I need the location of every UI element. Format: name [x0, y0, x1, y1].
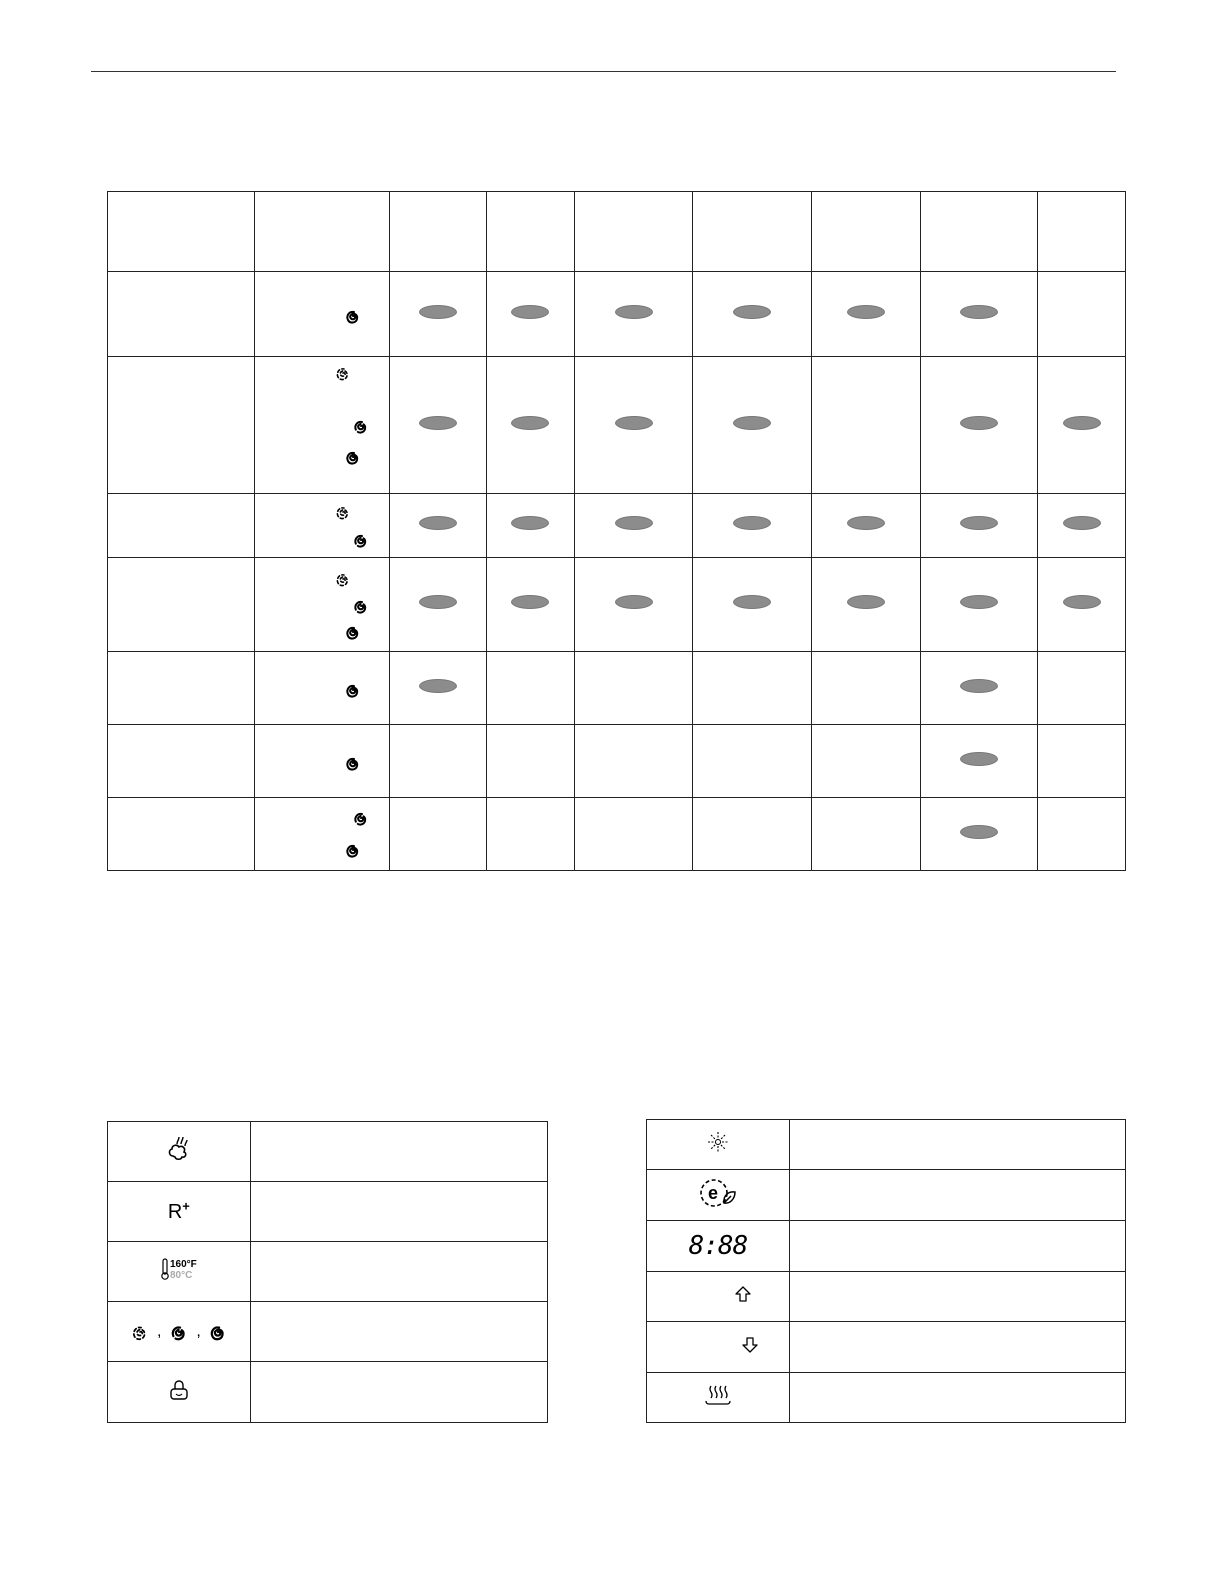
table-row — [108, 725, 1126, 798]
legend-row — [647, 1170, 1126, 1221]
legend-row — [647, 1221, 1126, 1272]
legend-row — [108, 1302, 548, 1362]
option-cell — [921, 652, 1038, 725]
legend-icon-cell — [647, 1272, 790, 1322]
arrow-up-icon — [733, 1284, 753, 1304]
option-available-dot — [511, 516, 549, 530]
legend-description — [250, 1362, 547, 1423]
option-cell — [812, 558, 921, 652]
header-cell — [1038, 192, 1126, 272]
soil-strong-icon — [343, 753, 363, 773]
option-available-dot — [419, 416, 457, 430]
header-cell — [921, 192, 1038, 272]
cycle-option-table — [107, 191, 1126, 871]
option-available-dot — [1063, 416, 1101, 430]
legend-icon-cell — [647, 1221, 790, 1272]
soil-medium-icon — [351, 808, 371, 828]
option-cell — [575, 357, 693, 494]
legend-icon-cell — [108, 1242, 251, 1302]
soil-strong-icon — [343, 622, 363, 642]
option-cell — [1038, 558, 1126, 652]
option-available-dot — [733, 416, 771, 430]
option-cell — [1038, 798, 1126, 871]
legend-icon-cell — [108, 1182, 251, 1242]
soil-strong-icon — [207, 1321, 229, 1343]
option-cell — [1038, 725, 1126, 798]
soil-light-icon — [129, 1321, 151, 1343]
soil-icons-cell — [254, 494, 389, 558]
legend-description — [789, 1221, 1125, 1272]
table-row — [108, 652, 1126, 725]
legend-icon-cell: , , — [108, 1302, 251, 1362]
option-cell — [389, 798, 486, 871]
legend-description — [250, 1302, 547, 1362]
legend-description — [250, 1182, 547, 1242]
option-cell — [389, 357, 486, 494]
option-cell — [693, 494, 812, 558]
option-cell — [921, 558, 1038, 652]
legend-icon-cell — [108, 1122, 251, 1182]
option-cell — [693, 558, 812, 652]
option-cell — [921, 357, 1038, 494]
legend-row — [108, 1182, 548, 1242]
soil-medium-icon — [351, 596, 371, 616]
option-cell — [389, 494, 486, 558]
option-cell — [486, 725, 575, 798]
option-cell — [812, 725, 921, 798]
cycle-label — [108, 725, 255, 798]
option-cell — [389, 558, 486, 652]
option-cell — [1038, 357, 1126, 494]
option-available-dot — [511, 416, 549, 430]
option-cell — [486, 494, 575, 558]
steam-icon — [165, 1134, 193, 1164]
option-cell — [812, 652, 921, 725]
legend-row — [108, 1362, 548, 1423]
header-cell — [389, 192, 486, 272]
legend-row — [108, 1242, 548, 1302]
soil-icons-cell — [254, 798, 389, 871]
legend-description — [789, 1272, 1125, 1322]
sparkle-icon — [706, 1130, 730, 1154]
soil-icons-cell — [254, 652, 389, 725]
option-available-dot — [960, 679, 998, 693]
header-cell — [108, 192, 255, 272]
option-cell — [575, 494, 693, 558]
eco-icon — [698, 1176, 738, 1210]
option-cell — [1038, 272, 1126, 357]
option-available-dot — [960, 416, 998, 430]
option-cell — [389, 272, 486, 357]
temp-c-label: 80°C — [169, 1270, 193, 1281]
option-available-dot — [1063, 595, 1101, 609]
legend-icon-cell — [647, 1373, 790, 1423]
cycle-label — [108, 652, 255, 725]
option-available-dot — [1063, 516, 1101, 530]
option-cell — [693, 272, 812, 357]
option-available-dot — [733, 516, 771, 530]
option-cell — [486, 558, 575, 652]
option-available-dot — [615, 305, 653, 319]
arrow-down-icon — [740, 1335, 760, 1355]
soil-strong-icon — [343, 447, 363, 467]
option-cell — [693, 798, 812, 871]
header-rule — [91, 71, 1116, 72]
option-available-dot — [733, 595, 771, 609]
option-available-dot — [419, 679, 457, 693]
option-available-dot — [733, 305, 771, 319]
soil-light-icon — [333, 502, 353, 522]
option-available-dot — [511, 595, 549, 609]
legend-row — [647, 1120, 1126, 1170]
temp-f-label: 160°F — [169, 1259, 197, 1270]
option-cell — [921, 725, 1038, 798]
legend-row — [647, 1322, 1126, 1373]
option-cell — [486, 652, 575, 725]
option-available-dot — [960, 305, 998, 319]
option-available-dot — [615, 595, 653, 609]
legend-icon-cell — [647, 1120, 790, 1170]
option-cell — [693, 652, 812, 725]
option-cell — [921, 272, 1038, 357]
option-cell — [1038, 494, 1126, 558]
header-cell — [812, 192, 921, 272]
option-available-dot — [960, 516, 998, 530]
soil-strong-icon — [343, 306, 363, 326]
option-cell — [812, 798, 921, 871]
option-cell — [812, 357, 921, 494]
option-cell — [693, 725, 812, 798]
option-cell — [812, 272, 921, 357]
option-cell — [389, 652, 486, 725]
legend-description — [250, 1122, 547, 1182]
table-row — [108, 272, 1126, 357]
table-row — [108, 558, 1126, 652]
option-available-dot — [847, 516, 885, 530]
soil-medium-icon — [168, 1321, 190, 1343]
cycle-label — [108, 272, 255, 357]
option-cell — [921, 798, 1038, 871]
display-icon: 8:88 — [688, 1231, 748, 1261]
header-cell — [693, 192, 812, 272]
option-cell — [486, 357, 575, 494]
legend-icon-cell — [647, 1170, 790, 1221]
soil-icons-cell — [254, 357, 389, 494]
soil-strong-icon — [343, 680, 363, 700]
option-available-dot — [847, 595, 885, 609]
soil-light-icon — [333, 363, 353, 383]
soil-icons-cell — [254, 558, 389, 652]
heated-dry-icon — [703, 1383, 733, 1407]
table-row — [108, 798, 1126, 871]
option-cell — [921, 494, 1038, 558]
cycle-label — [108, 494, 255, 558]
option-cell — [812, 494, 921, 558]
header-cell — [575, 192, 693, 272]
option-available-dot — [419, 305, 457, 319]
table-row — [108, 494, 1126, 558]
option-available-dot — [960, 752, 998, 766]
table-row — [108, 357, 1126, 494]
option-available-dot — [419, 516, 457, 530]
cycle-label — [108, 798, 255, 871]
left-icon-legend — [107, 1121, 548, 1423]
option-cell — [575, 652, 693, 725]
option-cell — [389, 725, 486, 798]
legend-description — [789, 1373, 1125, 1423]
header-cell — [486, 192, 575, 272]
option-cell — [486, 798, 575, 871]
legend-description — [250, 1242, 547, 1302]
option-cell — [1038, 652, 1126, 725]
option-cell — [486, 272, 575, 357]
child-lock-icon — [167, 1378, 191, 1402]
legend-description — [789, 1322, 1125, 1373]
legend-icon-cell — [108, 1362, 251, 1423]
legend-icon-cell — [647, 1322, 790, 1373]
option-available-dot — [960, 825, 998, 839]
cycle-label — [108, 357, 255, 494]
cycle-label — [108, 558, 255, 652]
legend-row — [647, 1373, 1126, 1423]
option-available-dot — [511, 305, 549, 319]
soil-medium-icon — [351, 530, 371, 550]
option-available-dot — [960, 595, 998, 609]
soil-light-icon — [333, 569, 353, 589]
legend-description — [789, 1170, 1125, 1221]
option-available-dot — [419, 595, 457, 609]
soil-icons-cell — [254, 272, 389, 357]
temperature-icon — [159, 1256, 199, 1282]
legend-row — [108, 1122, 548, 1182]
option-cell — [575, 798, 693, 871]
svg-text:e: e — [707, 1182, 718, 1203]
legend-description — [789, 1120, 1125, 1170]
legend-row — [647, 1272, 1126, 1322]
table-header-row — [108, 192, 1126, 272]
soil-strong-icon — [343, 840, 363, 860]
rinse-plus-icon: R+ — [167, 1198, 190, 1224]
option-cell — [575, 272, 693, 357]
header-cell — [254, 192, 389, 272]
option-available-dot — [615, 516, 653, 530]
option-cell — [693, 357, 812, 494]
option-cell — [575, 558, 693, 652]
option-available-dot — [847, 305, 885, 319]
soil-icons-cell — [254, 725, 389, 798]
soil-medium-icon — [351, 416, 371, 436]
option-cell — [575, 725, 693, 798]
option-available-dot — [615, 416, 653, 430]
right-icon-legend — [646, 1119, 1126, 1423]
